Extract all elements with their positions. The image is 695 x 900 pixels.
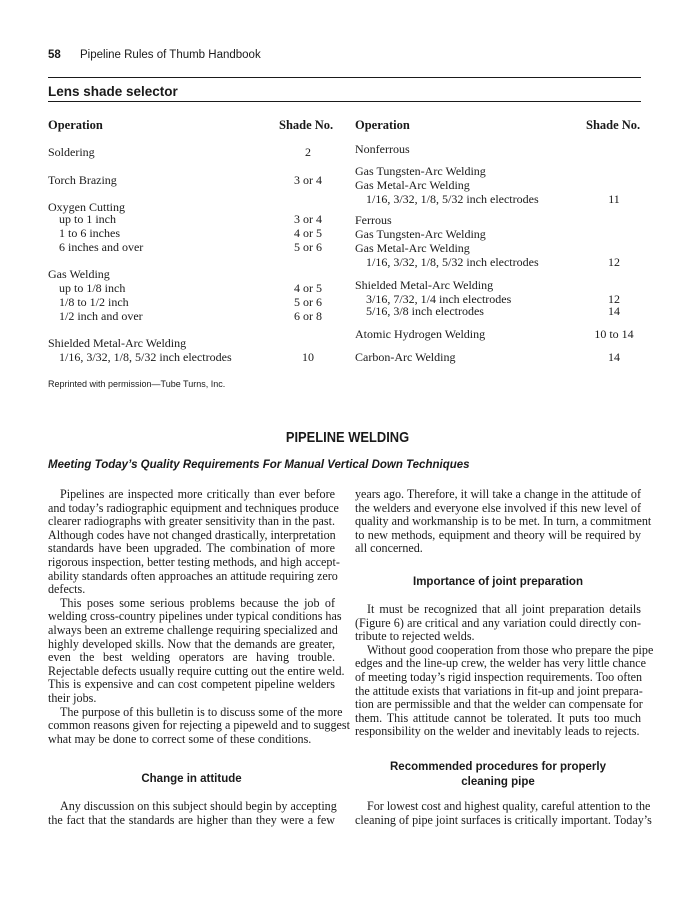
text-line: the fact that the standards are higher than they were a few: [48, 812, 335, 827]
table-cell-shade: 5 or 6: [294, 240, 322, 254]
table-cell-operation: 5/16, 3/8 inch electrodes: [366, 304, 484, 318]
text-line: Without good cooperation from those who prepare the pipe: [367, 642, 654, 657]
text-line: common reasons given for rejecting a pipeweld and to suggest: [48, 718, 350, 733]
table-cell-operation: 1/16, 3/32, 1/8, 5/32 inch electrodes: [366, 192, 539, 206]
text-line: cleaning of pipe joint surfaces is critically important. Today’s: [355, 812, 652, 827]
text-line: This is expensive and can cost competent pipeline welders: [48, 677, 335, 692]
article-title: PIPELINE WELDING: [285, 429, 410, 446]
text-line: tion are permissible and that the welder can compensate for: [355, 697, 643, 712]
table-cell-operation: 3/16, 7/32, 1/4 inch electrodes: [366, 292, 512, 306]
text-line: responsibility on the welder and inevitably leads to rejects.: [355, 724, 640, 739]
text-line: always been an extreme challenge requiring specialized and: [48, 622, 338, 637]
table-cell-shade: 3 or 4: [294, 212, 322, 226]
text-line: highly developed skills. Now that the demands are greater,: [48, 636, 335, 651]
table-cell-operation: Gas Metal-Arc Welding: [355, 241, 470, 255]
table-cell-shade: 14: [608, 350, 620, 364]
text-line: welding cross-country pipelines under typical conditions has: [48, 609, 342, 624]
table-cell-operation: Soldering: [48, 145, 95, 159]
text-line: their jobs.: [48, 690, 97, 705]
text-line: The purpose of this bulletin is to discuss some of the more: [60, 704, 343, 719]
header-rule: [48, 77, 641, 78]
running-header-title: Pipeline Rules of Thumb Handbook: [80, 49, 261, 61]
text-line: and today’s radiographic equipment and techniques produce: [48, 500, 339, 515]
table-cell-shade: 10: [302, 350, 314, 364]
text-line: For lowest cost and highest quality, careful attention to the: [367, 799, 651, 813]
table-cell-operation: 6 inches and over: [59, 240, 144, 254]
text-line: Pipelines are inspected more critically than ever before: [60, 487, 335, 501]
section-title: Lens shade selector: [48, 84, 178, 99]
page-number: 58: [48, 49, 61, 61]
table-cell-operation: Carbon-Arc Welding: [355, 350, 456, 364]
table-cell-operation: Gas Tungsten-Arc Welding: [355, 164, 486, 178]
text-line: clearer radiographs with greater sensitivity than in the past.: [48, 514, 335, 529]
text-line: the attitude exists that variations in fit-up and joint prepara-: [355, 683, 643, 698]
text-line: This poses some serious problems because the job of: [60, 595, 335, 610]
table-cell-shade: 10 to 14: [594, 327, 634, 341]
text-line: ability standards often approaches an attitude requiring zero: [48, 568, 338, 583]
heading-joint-preparation: Importance of joint preparation: [413, 576, 583, 588]
table-cell-operation: Ferrous: [355, 213, 392, 227]
right-paragraph-1: [355, 487, 652, 556]
text-line: Although codes have not changed drastically, interpretation: [48, 527, 336, 542]
table-cell-operation: Torch Brazing: [48, 173, 117, 187]
heading-line: cleaning pipe: [461, 776, 535, 788]
table-cell-operation: 1 to 6 inches: [59, 226, 120, 240]
text-line: what may be done to correct some of these conditions.: [48, 731, 312, 746]
text-line: It must be recognized that all joint preparation details: [367, 602, 641, 616]
table-cell-operation: Gas Welding: [48, 267, 110, 281]
table-cell-operation: Oxygen Cutting: [48, 200, 125, 214]
text-line: (Figure 6) are critical and any variation could directly con-: [355, 615, 641, 630]
table-cell-shade: 12: [608, 292, 620, 306]
heading-cleaning-pipe: [355, 760, 641, 790]
left-paragraph-4: [48, 800, 335, 827]
table-cell-shade: 5 or 6: [294, 295, 322, 309]
text-line: rigorous inspection, better testing methods, and high accept-: [48, 554, 340, 569]
article-subtitle: Meeting Today’s Quality Requirements For Manual Vertical Down Techniques: [48, 459, 470, 471]
table-cell-operation: Gas Tungsten-Arc Welding: [355, 227, 486, 241]
table-header-shade-right: Shade No.: [586, 118, 641, 132]
text-line: them. This attitude cannot be tolerated. It puts too much: [355, 710, 641, 725]
table-cell-shade: 14: [608, 304, 620, 318]
text-line: all concerned.: [355, 541, 423, 556]
table-cell-operation: 1/16, 3/32, 1/8, 5/32 inch electrodes: [59, 350, 232, 364]
table-header-shade-left: Shade No.: [279, 118, 334, 132]
text-line: to new methods, equipment and theory will be required by: [355, 527, 641, 542]
right-paragraph-4: [355, 799, 652, 827]
text-line: tribute to rejected welds.: [355, 629, 475, 644]
table-cell-operation: Atomic Hydrogen Welding: [355, 327, 486, 341]
text-line: defects.: [48, 582, 86, 597]
table-cell-operation: Shielded Metal-Arc Welding: [48, 336, 187, 350]
table-cell-shade: 3 or 4: [294, 173, 322, 187]
left-paragraph-1: [48, 487, 350, 746]
table-header-operation-left: Operation: [48, 118, 103, 132]
text-line: Rejectable defects usually require cutting out the entire weld.: [48, 663, 345, 678]
table-cell-operation: up to 1 inch: [59, 212, 116, 226]
table-cell-operation: 1/8 to 1/2 inch: [59, 295, 129, 309]
table-cell-operation: Nonferrous: [355, 142, 410, 156]
text-line: quality and workmanship is to be met. In turn, a commitment: [355, 514, 652, 529]
table-cell-shade: 4 or 5: [294, 281, 322, 295]
text-line: of meeting today’s rigid inspection requirements. Too often: [355, 669, 643, 684]
table-cell-shade: 11: [608, 192, 620, 206]
table-header-operation-right: Operation: [355, 118, 410, 132]
table-cell-operation: 1/16, 3/32, 1/8, 5/32 inch electrodes: [366, 255, 539, 269]
text-line: the welders and everyone else involved if this new level of: [355, 500, 641, 515]
table-cell-shade: 6 or 8: [294, 309, 322, 323]
text-line: even the best welding operators are having trouble.: [48, 650, 335, 665]
table-cell-shade: 12: [608, 255, 620, 269]
table-cell-operation: 1/2 inch and over: [59, 309, 143, 323]
text-line: years ago. Therefore, it will take a change in the attitude of: [355, 487, 641, 501]
text-line: standards have been upgraded. The combination of more: [48, 541, 335, 556]
section-rule: [48, 101, 641, 102]
heading-change-in-attitude: Change in attitude: [141, 773, 242, 785]
table-cell-operation: up to 1/8 inch: [59, 281, 126, 295]
heading-line: Recommended procedures for properly: [390, 761, 606, 773]
text-line: Any discussion on this subject should begin by accepting: [60, 799, 337, 813]
text-line: edges and the line-up crew, the welder has very little chance: [355, 656, 647, 671]
table-cell-operation: Gas Metal-Arc Welding: [355, 178, 470, 192]
table-credit: Reprinted with permission—Tube Turns, Inc.: [48, 379, 226, 389]
table-cell-shade: 4 or 5: [294, 226, 322, 240]
table-cell-operation: Shielded Metal-Arc Welding: [355, 278, 494, 292]
right-paragraph-2: [355, 602, 654, 739]
table-cell-shade: 2: [305, 145, 311, 159]
